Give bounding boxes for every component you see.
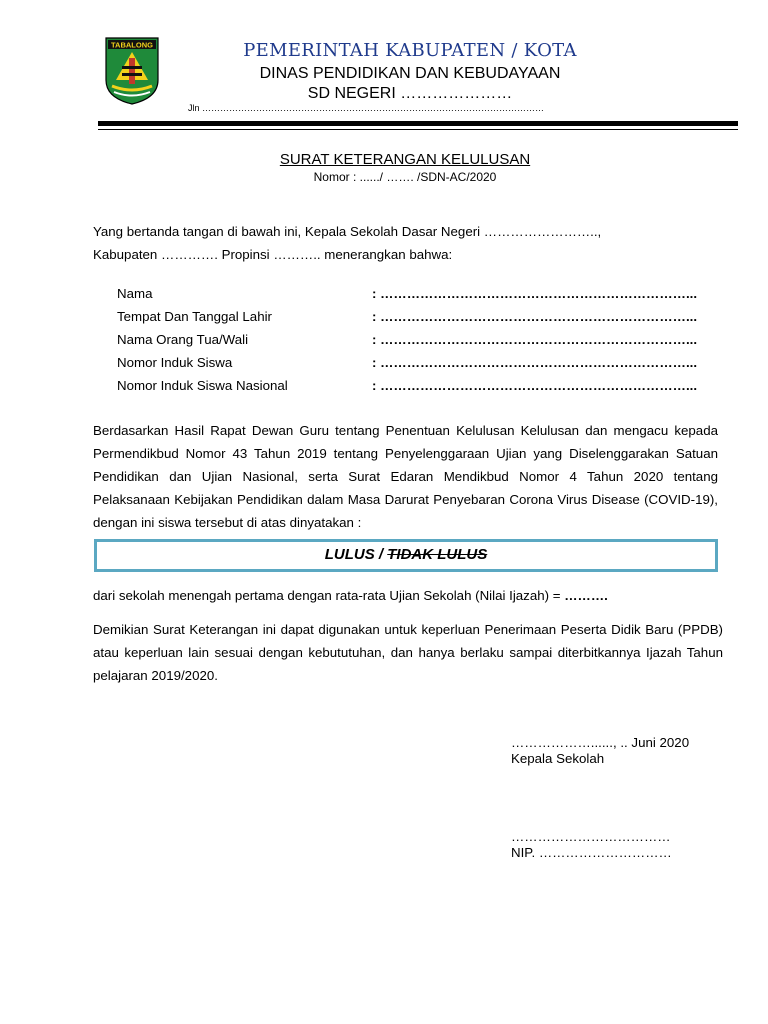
intro-line-2: Kabupaten …………. Propinsi ……….. menerangkan bahwa: xyxy=(93,247,453,262)
header-rule-thick xyxy=(98,121,738,126)
document-number: Nomor : ....../ ……. /SDN-AC/2020 xyxy=(313,170,497,184)
field-row-nisn xyxy=(117,374,723,397)
department-heading: DINAS PENDIDIKAN DAN KEBUDAYAAN xyxy=(259,65,561,82)
signature-name-line: ……………………………… xyxy=(511,829,671,844)
grade-value: ………. xyxy=(564,588,608,603)
result-pass: LULUS / xyxy=(324,546,384,563)
field-label: Nama xyxy=(117,286,153,301)
field-row-parent xyxy=(117,328,723,351)
field-value: : ……………………………………………………………... xyxy=(372,309,698,324)
field-row-name xyxy=(117,282,723,305)
signature-name-block xyxy=(511,829,731,861)
signature-date: ………………......, .. Juni 2020 xyxy=(511,735,690,750)
header-rule-thin xyxy=(98,129,738,130)
closing-paragraph: Demikian Surat Keterangan ini dapat digunakan untuk keperluan Penerimaan Peserta Didik Baru (PPDB) atau keperluan lain sesuai dengan kebututuhan, dan hanya berlaku sampai diterbitkannya Ijazah Tahun pelajaran 2019/2020. xyxy=(93,622,723,683)
school-heading: SD NEGERI ………………… xyxy=(307,85,513,102)
field-value: : ……………………………………………………………... xyxy=(372,332,698,347)
signature-block xyxy=(511,735,731,767)
result-text xyxy=(94,546,718,563)
signature-position: Kepala Sekolah xyxy=(511,751,605,766)
grade-paragraph xyxy=(93,588,723,603)
field-label: Tempat Dan Tanggal Lahir xyxy=(117,309,272,324)
regency-logo xyxy=(104,36,160,106)
logo-text: TABALONG xyxy=(111,40,153,50)
field-value: : ……………………………………………………………... xyxy=(372,286,698,301)
intro-paragraph xyxy=(93,220,723,266)
signature-nip: NIP. ………………………… xyxy=(511,845,672,860)
field-value: : ……………………………………………………………... xyxy=(372,378,698,393)
field-row-birth xyxy=(117,305,723,328)
field-row-nis xyxy=(117,351,723,374)
student-data-table xyxy=(117,282,723,397)
decision-paragraph: Berdasarkan Hasil Rapat Dewan Guru tentang Penentuan Kelulusan Kelulusan dan mengacu kepada Permendikbud Nomor 43 Tahun 2019 tentang Penyelenggaraan Ujian yang Diselenggarakan Satuan Pendidikan dan Ujian Nasional, serta Surat Edaran Mendikbud Nomor 4 Tahun 2020 tentang Pelaksanaan Kebijakan Pendidikan dalam Masa Darurat Penyebaran Corona Virus Disease (COVID-19), dengan ini siswa tersebut di atas dinyatakan : xyxy=(93,423,718,530)
government-heading: PEMERINTAH KABUPATEN / KOTA xyxy=(243,40,577,61)
field-label: Nomor Induk Siswa Nasional xyxy=(117,378,288,393)
field-value: : ……………………………………………………………... xyxy=(372,355,698,370)
grade-text: dari sekolah menengah pertama dengan rata-rata Ujian Sekolah (Nilai Ijazah) = xyxy=(93,588,561,603)
field-label: Nama Orang Tua/Wali xyxy=(117,332,249,347)
address-line: Jln …………………………………………………………………………………………………… xyxy=(188,103,545,113)
result-fail-struck: TIDAK LULUS xyxy=(387,546,488,563)
intro-line-1: Yang bertanda tangan di bawah ini, Kepala Sekolah Dasar Negeri …………………….., xyxy=(93,224,602,239)
field-label: Nomor Induk Siswa xyxy=(117,355,233,370)
document-title: SURAT KETERANGAN KELULUSAN xyxy=(279,151,531,168)
